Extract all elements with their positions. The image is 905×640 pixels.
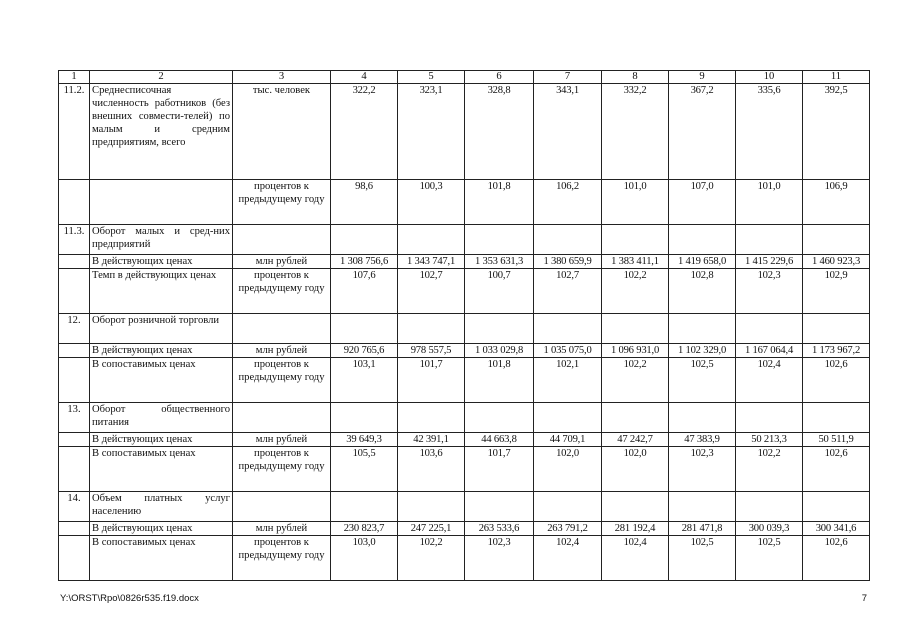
column-header-10: 10 xyxy=(736,71,803,84)
table-row xyxy=(59,344,870,358)
value-cell: 328,8 xyxy=(465,84,534,180)
value-cell: 263 533,6 xyxy=(465,522,534,536)
indicator-name xyxy=(90,180,233,225)
unit xyxy=(233,403,331,433)
value-cell: 102,7 xyxy=(534,269,602,314)
value-cell: 102,6 xyxy=(803,536,870,581)
value-cell: 343,1 xyxy=(534,84,602,180)
unit: процентов к предыдущему году xyxy=(233,358,331,403)
value-cell: 332,2 xyxy=(602,84,669,180)
value-cell: 102,4 xyxy=(602,536,669,581)
value-cell: 335,6 xyxy=(736,84,803,180)
value-cell: 101,7 xyxy=(398,358,465,403)
page-number: 7 xyxy=(861,593,867,604)
value-cell: 1 308 756,6 xyxy=(331,255,398,269)
value-cell: 1 343 747,1 xyxy=(398,255,465,269)
row-number xyxy=(59,433,90,447)
table-row xyxy=(59,522,870,536)
value-cell: 103,0 xyxy=(331,536,398,581)
value-cell: 230 823,7 xyxy=(331,522,398,536)
value-cell: 920 765,6 xyxy=(331,344,398,358)
value-cell: 47 242,7 xyxy=(602,433,669,447)
column-header-2: 2 xyxy=(90,71,233,84)
indicator-name: Оборот общественного питания xyxy=(90,403,233,433)
column-header-4: 4 xyxy=(331,71,398,84)
column-header-8: 8 xyxy=(602,71,669,84)
value-cell xyxy=(669,314,736,344)
value-cell: 1 167 064,4 xyxy=(736,344,803,358)
value-cell: 281 192,4 xyxy=(602,522,669,536)
value-cell xyxy=(465,403,534,433)
value-cell: 50 213,3 xyxy=(736,433,803,447)
value-cell: 1 419 658,0 xyxy=(669,255,736,269)
value-cell: 102,0 xyxy=(534,447,602,492)
table-row xyxy=(59,433,870,447)
value-cell: 1 460 923,3 xyxy=(803,255,870,269)
value-cell xyxy=(331,225,398,255)
table-row xyxy=(59,84,870,180)
unit xyxy=(233,225,331,255)
unit xyxy=(233,492,331,522)
indicator-name: В сопоставимых ценах xyxy=(90,358,233,403)
value-cell xyxy=(602,403,669,433)
value-cell: 1 035 075,0 xyxy=(534,344,602,358)
value-cell: 1 173 967,2 xyxy=(803,344,870,358)
table-row xyxy=(59,536,870,581)
value-cell: 44 709,1 xyxy=(534,433,602,447)
value-cell xyxy=(736,225,803,255)
table-row xyxy=(59,403,870,433)
value-cell: 102,5 xyxy=(736,536,803,581)
value-cell xyxy=(534,314,602,344)
value-cell: 102,8 xyxy=(669,269,736,314)
value-cell: 42 391,1 xyxy=(398,433,465,447)
value-cell xyxy=(398,225,465,255)
indicator-name: В сопоставимых ценах xyxy=(90,447,233,492)
value-cell: 102,5 xyxy=(669,358,736,403)
row-number xyxy=(59,447,90,492)
value-cell: 263 791,2 xyxy=(534,522,602,536)
value-cell xyxy=(669,225,736,255)
table-row xyxy=(59,225,870,255)
value-cell: 106,9 xyxy=(803,180,870,225)
value-cell: 102,2 xyxy=(398,536,465,581)
value-cell xyxy=(602,225,669,255)
unit: процентов к предыдущему году xyxy=(233,180,331,225)
indicator-name: Объем платных услуг населению xyxy=(90,492,233,522)
row-number xyxy=(59,180,90,225)
table-row xyxy=(59,255,870,269)
value-cell: 102,2 xyxy=(736,447,803,492)
indicator-name: В действующих ценах xyxy=(90,522,233,536)
table-row xyxy=(59,492,870,522)
value-cell: 98,6 xyxy=(331,180,398,225)
value-cell: 1 383 411,1 xyxy=(602,255,669,269)
value-cell: 107,0 xyxy=(669,180,736,225)
row-number: 11.3. xyxy=(59,225,90,255)
value-cell xyxy=(534,492,602,522)
value-cell: 102,3 xyxy=(465,536,534,581)
value-cell xyxy=(803,492,870,522)
value-cell: 281 471,8 xyxy=(669,522,736,536)
value-cell xyxy=(803,225,870,255)
value-cell: 102,2 xyxy=(602,269,669,314)
column-header-5: 5 xyxy=(398,71,465,84)
unit: процентов к предыдущему году xyxy=(233,536,331,581)
indicator-name: Среднесписочная численность работников (без внешних совмести-телей) по малым и средним предприятиям, всего xyxy=(90,84,233,180)
row-number: 13. xyxy=(59,403,90,433)
value-cell: 44 663,8 xyxy=(465,433,534,447)
indicator-name: В действующих ценах xyxy=(90,344,233,358)
value-cell: 102,0 xyxy=(602,447,669,492)
table-row xyxy=(59,180,870,225)
value-cell: 367,2 xyxy=(669,84,736,180)
row-number xyxy=(59,269,90,314)
row-number: 11.2. xyxy=(59,84,90,180)
row-number: 14. xyxy=(59,492,90,522)
column-header-3: 3 xyxy=(233,71,331,84)
value-cell: 300 341,6 xyxy=(803,522,870,536)
value-cell xyxy=(602,492,669,522)
column-header-9: 9 xyxy=(669,71,736,84)
row-number xyxy=(59,536,90,581)
value-cell: 1 380 659,9 xyxy=(534,255,602,269)
unit: млн рублей xyxy=(233,255,331,269)
value-cell xyxy=(736,403,803,433)
column-header-11: 11 xyxy=(803,71,870,84)
value-cell: 103,1 xyxy=(331,358,398,403)
value-cell xyxy=(534,225,602,255)
value-cell: 322,2 xyxy=(331,84,398,180)
row-number xyxy=(59,358,90,403)
unit: тыс. человек xyxy=(233,84,331,180)
value-cell: 102,7 xyxy=(398,269,465,314)
value-cell xyxy=(331,492,398,522)
value-cell: 101,7 xyxy=(465,447,534,492)
value-cell xyxy=(534,403,602,433)
value-cell: 1 102 329,0 xyxy=(669,344,736,358)
value-cell xyxy=(803,403,870,433)
value-cell xyxy=(602,314,669,344)
value-cell xyxy=(465,492,534,522)
row-number xyxy=(59,255,90,269)
table-row xyxy=(59,269,870,314)
value-cell: 1 096 931,0 xyxy=(602,344,669,358)
data-table xyxy=(58,70,870,581)
indicator-name: В действующих ценах xyxy=(90,433,233,447)
column-header-6: 6 xyxy=(465,71,534,84)
value-cell: 1 415 229,6 xyxy=(736,255,803,269)
value-cell xyxy=(398,492,465,522)
value-cell: 39 649,3 xyxy=(331,433,398,447)
value-cell: 247 225,1 xyxy=(398,522,465,536)
value-cell: 1 353 631,3 xyxy=(465,255,534,269)
value-cell xyxy=(398,314,465,344)
value-cell xyxy=(398,403,465,433)
indicator-name: Оборот розничной торговли xyxy=(90,314,233,344)
value-cell: 102,3 xyxy=(669,447,736,492)
value-cell: 102,5 xyxy=(669,536,736,581)
unit: млн рублей xyxy=(233,522,331,536)
value-cell: 102,1 xyxy=(534,358,602,403)
indicator-name: В сопоставимых ценах xyxy=(90,536,233,581)
value-cell: 102,2 xyxy=(602,358,669,403)
value-cell: 100,3 xyxy=(398,180,465,225)
value-cell: 100,7 xyxy=(465,269,534,314)
row-number xyxy=(59,522,90,536)
row-number xyxy=(59,344,90,358)
value-cell xyxy=(669,403,736,433)
indicator-name: Оборот малых и сред-них предприятий xyxy=(90,225,233,255)
value-cell: 47 383,9 xyxy=(669,433,736,447)
value-cell: 101,0 xyxy=(736,180,803,225)
value-cell: 102,9 xyxy=(803,269,870,314)
unit: процентов к предыдущему году xyxy=(233,447,331,492)
value-cell: 978 557,5 xyxy=(398,344,465,358)
header-row xyxy=(59,71,870,84)
unit: млн рублей xyxy=(233,433,331,447)
indicator-name: Темп в действующих ценах xyxy=(90,269,233,314)
value-cell: 103,6 xyxy=(398,447,465,492)
table-row xyxy=(59,314,870,344)
value-cell: 102,3 xyxy=(736,269,803,314)
value-cell: 392,5 xyxy=(803,84,870,180)
value-cell: 101,8 xyxy=(465,358,534,403)
value-cell xyxy=(736,492,803,522)
value-cell xyxy=(465,314,534,344)
value-cell: 105,5 xyxy=(331,447,398,492)
value-cell: 300 039,3 xyxy=(736,522,803,536)
value-cell xyxy=(331,403,398,433)
value-cell: 1 033 029,8 xyxy=(465,344,534,358)
value-cell xyxy=(465,225,534,255)
table-row xyxy=(59,358,870,403)
value-cell: 102,4 xyxy=(534,536,602,581)
value-cell xyxy=(803,314,870,344)
value-cell: 107,6 xyxy=(331,269,398,314)
value-cell: 101,0 xyxy=(602,180,669,225)
table-row xyxy=(59,447,870,492)
value-cell xyxy=(331,314,398,344)
column-header-1: 1 xyxy=(59,71,90,84)
value-cell: 102,4 xyxy=(736,358,803,403)
value-cell xyxy=(669,492,736,522)
value-cell: 50 511,9 xyxy=(803,433,870,447)
indicator-name: В действующих ценах xyxy=(90,255,233,269)
value-cell: 323,1 xyxy=(398,84,465,180)
value-cell xyxy=(736,314,803,344)
unit xyxy=(233,314,331,344)
row-number: 12. xyxy=(59,314,90,344)
value-cell: 101,8 xyxy=(465,180,534,225)
value-cell: 102,6 xyxy=(803,447,870,492)
value-cell: 106,2 xyxy=(534,180,602,225)
unit: процентов к предыдущему году xyxy=(233,269,331,314)
unit: млн рублей xyxy=(233,344,331,358)
column-header-7: 7 xyxy=(534,71,602,84)
footer-file-path: Y:\ORST\Rpo\0826r535.f19.docx xyxy=(60,593,199,604)
value-cell: 102,6 xyxy=(803,358,870,403)
